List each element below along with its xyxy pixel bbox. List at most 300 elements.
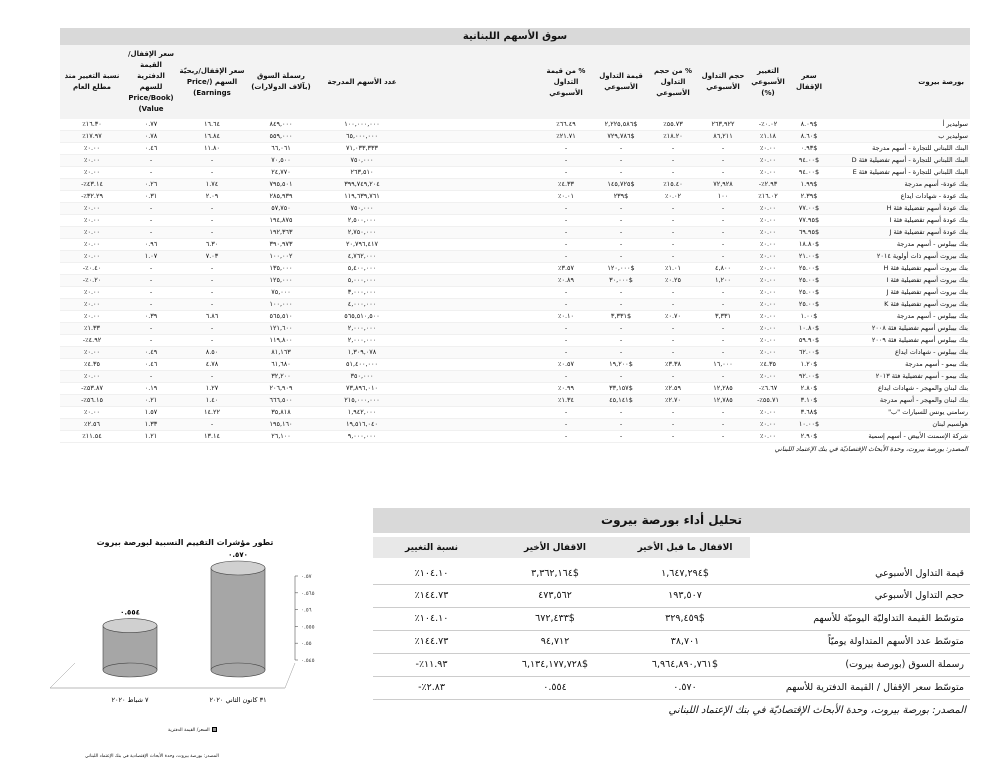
spacer-cell (408, 419, 538, 431)
stock-row (60, 395, 970, 407)
cell-volume-share: ٠.٢٥٪ (648, 275, 698, 287)
cell-weekly-volume: - (698, 335, 748, 347)
cell-value-share: ١.٣٤٪ (538, 395, 594, 407)
stock-row (60, 419, 970, 431)
cell-pbv: ٠.١٩ (124, 383, 178, 395)
cell-close-price: $٢٥.٠٠ (788, 275, 830, 287)
spacer-cell (408, 395, 538, 407)
cell-weekly-volume: ١٦,٠٠٠ (698, 359, 748, 371)
cell-market-cap: ٢٠٦,٩٠٩ (246, 383, 316, 395)
cell-volume-share: - (648, 335, 698, 347)
spacer-cell (408, 143, 538, 155)
cell-volume-share: - (648, 299, 698, 311)
cell-weekly-value: - (594, 347, 648, 359)
bar-value-label: ٠.٥٥٤ (120, 608, 140, 617)
analysis-cell-metric: رسملة السوق (بورصة بيروت) (750, 653, 970, 676)
cell-value-share: - (538, 431, 594, 443)
analysis-cell-previous-close: $١,٦٤٧,٢٩٤ (620, 561, 750, 584)
analysis-cell-change: ١٤٤.٧٣٪ (373, 630, 490, 653)
cell-listed-shares: ٤,٠٠٠,٠٠٠ (316, 299, 408, 311)
spacer-cell (408, 239, 538, 251)
cell-weekly-value: - (594, 287, 648, 299)
cell-pbv: ٠.٤٩ (124, 347, 178, 359)
cell-volume-share: - (648, 155, 698, 167)
cell-weekly-value: $٤٥,١٤١ (594, 395, 648, 407)
bar-base-mask (104, 669, 157, 671)
cell-close-price: $٨.٦٠ (788, 131, 830, 143)
cell-ytd-change: ١١.٥٤٪ (60, 431, 124, 443)
header-company: بورصة بيروت (830, 45, 970, 119)
bar (211, 568, 265, 670)
cell-weekly-value: $٣,٣٣١ (594, 311, 648, 323)
analysis-row (373, 630, 970, 653)
cell-weekly-volume: - (698, 227, 748, 239)
cell-pbv: ١.٣٣ (124, 419, 178, 431)
spacer-cell (408, 287, 538, 299)
cell-weekly-volume: - (698, 155, 748, 167)
valuation-chart (30, 528, 340, 768)
cell-weekly-value: $١٤٥,٧٢٥ (594, 179, 648, 191)
cell-ytd-change: ٠.٠٠٪ (60, 299, 124, 311)
cell-listed-shares: ٥٦٥,٥١٠,٥٠٠ (316, 311, 408, 323)
cell-weekly-volume: - (698, 347, 748, 359)
y-tick-label: ٠.٥٧ (301, 574, 312, 580)
cell-company: بنك لبنان والمهجر - أسهم مدرجة (830, 395, 970, 407)
spacer-cell (408, 179, 538, 191)
header-market-cap: رسملة السوق (بآلاف الدولارات) (246, 45, 316, 119)
stock-market-title: سوق الأسهم اللبنانية (60, 28, 970, 45)
floor-edge-left (50, 663, 75, 688)
cell-value-share: - (538, 323, 594, 335)
cell-close-price: $٠.٩٣ (788, 143, 830, 155)
cell-weekly-change: ١.١٨٪ (748, 131, 788, 143)
cell-value-share: - (538, 203, 594, 215)
x-category-label: ٧ شباط ٢٠٢٠ (111, 696, 149, 704)
cell-market-cap: ١١٩,٨٠٠ (246, 335, 316, 347)
cell-weekly-change: ٠.٠٠٪ (748, 311, 788, 323)
cell-listed-shares: ٤,٧٦٢,٠٠٠ (316, 251, 408, 263)
cell-company: البنك اللبناني للتجارة - أسهم تفضيلية فئة E (830, 167, 970, 179)
analysis-cell-metric: حجم التداول الأسبوعي (750, 584, 970, 607)
cell-pe: ٨.٥٠ (178, 347, 246, 359)
cell-weekly-volume: ١,٢٠٠ (698, 275, 748, 287)
cell-market-cap: ٦٦٦,٥٠٠ (246, 395, 316, 407)
cell-pe: ١٣.١٤ (178, 431, 246, 443)
cell-weekly-value: - (594, 239, 648, 251)
cell-weekly-change: ١٦.٠٢٪ (748, 191, 788, 203)
stock-source-note: المصدر: بورصة بيروت، وحدة الأبحاث الإقتصاديّة في بنك الإعتماد اللبناني (774, 445, 968, 453)
cell-pbv: - (124, 299, 178, 311)
stock-row (60, 275, 970, 287)
stock-row (60, 383, 970, 395)
cell-pe: ١.٢٧ (178, 383, 246, 395)
cell-ytd-change: ٥٣.٨٧٪- (60, 383, 124, 395)
cell-pbv: ١.٠٧ (124, 251, 178, 263)
cell-pbv: - (124, 335, 178, 347)
cell-weekly-change: ٠.٠٠٪ (748, 167, 788, 179)
stock-row (60, 359, 970, 371)
chart-legend (168, 727, 217, 733)
spacer-cell (408, 203, 538, 215)
cell-pe: - (178, 335, 246, 347)
cell-volume-share: - (648, 215, 698, 227)
stock-row (60, 239, 970, 251)
cell-pbv: ٠.٧٨ (124, 131, 178, 143)
header-close-price: سعر الإقفال (788, 45, 830, 119)
y-tick-label: ٠.٥٦٥ (301, 590, 315, 597)
cell-value-share: - (538, 167, 594, 179)
cell-pe: - (178, 155, 246, 167)
cell-weekly-value: $٣٠,٠٠٠ (594, 275, 648, 287)
y-tick-label: ٠.٥٦ (301, 607, 312, 614)
cell-weekly-volume: ١٠٠ (698, 191, 748, 203)
analysis-header-row (373, 537, 970, 561)
cell-market-cap: ٥٥٩,٠٠٠ (246, 131, 316, 143)
analysis-row (373, 653, 970, 676)
analysis-table-body (373, 561, 970, 699)
bar-base-mask (212, 669, 265, 671)
cell-weekly-volume: - (698, 407, 748, 419)
cell-pe: ١١.٨٠ (178, 143, 246, 155)
header-spacer (408, 45, 538, 119)
cell-close-price: $٩٤.٠٠ (788, 155, 830, 167)
spacer-cell (408, 227, 538, 239)
stock-row (60, 407, 970, 419)
cell-pe: ١.٧٤ (178, 179, 246, 191)
cell-weekly-change: ٥٥.٧١٪- (748, 395, 788, 407)
cell-close-price: $٢.٩٠ (788, 431, 830, 443)
cell-weekly-volume: ٢٦٣,٩٢٢ (698, 119, 748, 131)
cell-listed-shares: ٩,٠٠٠,٠٠٠ (316, 431, 408, 443)
cell-close-price: $٩٢.٠٠ (788, 371, 830, 383)
cell-listed-shares: ٧١,٠٣٣,٣٣٣ (316, 143, 408, 155)
bar-top (103, 619, 157, 633)
cell-weekly-change: ٠.٠٠٪ (748, 215, 788, 227)
cell-volume-share: - (648, 419, 698, 431)
analysis-header-blank (750, 537, 970, 561)
analysis-cell-previous-close: ١٩٣,٥٠٧ (620, 584, 750, 607)
spacer-cell (408, 275, 538, 287)
cell-listed-shares: ١١٩,٦٣٩,٧٦١ (316, 191, 408, 203)
cell-listed-shares: ٢,٥٠٠,٠٠٠ (316, 215, 408, 227)
cell-company: بنك بيروت أسهم ذات أولوية ٢٠١٤ (830, 251, 970, 263)
cell-listed-shares: ٥١,٤٠٠,٠٠٠ (316, 359, 408, 371)
cell-weekly-value: - (594, 143, 648, 155)
cell-market-cap: ١٢٥,٠٠٠ (246, 275, 316, 287)
stock-row (60, 191, 970, 203)
analysis-cell-metric: متوسّط القيمة التداوليّة اليوميّة للأسهم (750, 607, 970, 630)
cell-pe: ٤.٧٨ (178, 359, 246, 371)
cell-weekly-change: ٠.٠٠٪ (748, 239, 788, 251)
cell-company: بنك عودة- أسهم مدرجة (830, 179, 970, 191)
cell-weekly-change: ٠.٠٠٪ (748, 419, 788, 431)
header-value-share: % من قيمة التداول الأسبوعي (538, 45, 594, 119)
cell-ytd-change: ٠.٠٠٪ (60, 239, 124, 251)
stock-row (60, 323, 970, 335)
stock-row (60, 179, 970, 191)
spacer-cell (408, 167, 538, 179)
cell-company: سوليدير أ (830, 119, 970, 131)
cell-volume-share: ٠.٠٢٪ (648, 191, 698, 203)
cell-ytd-change: ٠.٠٠٪ (60, 311, 124, 323)
cell-pbv: ٠.٤٦ (124, 359, 178, 371)
spacer-cell (408, 191, 538, 203)
cell-listed-shares: ٢٦٣,٥١٠ (316, 167, 408, 179)
cell-ytd-change: ٠.٠٠٪ (60, 407, 124, 419)
cell-company: بنك عودة أسهم تفضيلية فئة J (830, 227, 970, 239)
cell-company: شركة الإسمنت الأبيض - أسهم إسمية (830, 431, 970, 443)
cell-listed-shares: ٣٥٠,٠٠٠ (316, 371, 408, 383)
cell-weekly-volume: ٤,٨٠٠ (698, 263, 748, 275)
cell-close-price: $٣.١٠ (788, 395, 830, 407)
analysis-cell-last-close: $٣,٣٦٢,١٦٤ (490, 561, 620, 584)
analysis-header-last-close: الاقفال الأخير (490, 537, 620, 561)
cell-weekly-change: ٠.٠٠٪ (748, 371, 788, 383)
cell-close-price: $٧٧.٠٠ (788, 203, 830, 215)
analysis-cell-last-close: ٤٧٣,٥٦٢ (490, 584, 620, 607)
cell-volume-share: - (648, 203, 698, 215)
cell-weekly-value: $٧٢٩,٧٨٦ (594, 131, 648, 143)
spacer-cell (408, 311, 538, 323)
analysis-cell-change: ١٠٤.١٠٪ (373, 607, 490, 630)
cell-pe: ٧.٠٣ (178, 251, 246, 263)
chart-canvas (30, 528, 340, 758)
cell-close-price: $٦٩.٩٥ (788, 227, 830, 239)
analysis-cell-previous-close: ٠.٥٧٠ (620, 676, 750, 699)
cell-ytd-change: ٠.٠٠٪ (60, 371, 124, 383)
cell-close-price: $١.٠٠ (788, 311, 830, 323)
cell-pbv: - (124, 215, 178, 227)
spacer-cell (408, 347, 538, 359)
cell-close-price: $٢١.٠٠ (788, 251, 830, 263)
analysis-header-change: نسبة التغيير (373, 537, 490, 561)
cell-company: بنك بيمو - أسهم مدرجة (830, 359, 970, 371)
cell-pbv: - (124, 287, 178, 299)
cell-value-share: ٤.٣٣٪ (538, 179, 594, 191)
cell-pe: - (178, 419, 246, 431)
spacer-cell (408, 215, 538, 227)
cell-pe: - (178, 263, 246, 275)
cell-weekly-volume: - (698, 431, 748, 443)
cell-volume-share: - (648, 287, 698, 299)
cell-listed-shares: ١٠٠,٠٠٠,٠٠٠ (316, 119, 408, 131)
cell-close-price: $٩٤.٠٠ (788, 167, 830, 179)
cell-weekly-value: - (594, 203, 648, 215)
stock-row (60, 131, 970, 143)
header-weekly-change: التغيير الأسبوعي (%) (748, 45, 788, 119)
stock-row (60, 347, 970, 359)
cell-weekly-volume: ١٢,٢٨٥ (698, 383, 748, 395)
analysis-table (373, 537, 970, 700)
cell-weekly-value: - (594, 335, 648, 347)
cell-market-cap: ٢٦,١٠٠ (246, 431, 316, 443)
cell-company: البنك اللبناني للتجارة - أسهم تفضيلية فئة D (830, 155, 970, 167)
cell-company: بنك بيروت أسهم تفضيلية فئة J (830, 287, 970, 299)
cell-weekly-value: $٢,٢٢٥,٥٨٦ (594, 119, 648, 131)
cell-ytd-change: ٥٦.١٥٪- (60, 395, 124, 407)
cell-weekly-change: ٤.٣٥٪ (748, 359, 788, 371)
cell-market-cap: ٥٧,٧٥٠ (246, 203, 316, 215)
cell-company: بنك بيروت أسهم تفضيلية فئة K (830, 299, 970, 311)
stock-row (60, 167, 970, 179)
cell-weekly-volume: - (698, 203, 748, 215)
cell-weekly-value: - (594, 419, 648, 431)
cell-weekly-value: - (594, 155, 648, 167)
cell-ytd-change: ٠.٤٠٪- (60, 263, 124, 275)
stock-table-header-row (60, 45, 970, 119)
cell-company: بنك عودة أسهم تفضيلية فئة H (830, 203, 970, 215)
cell-value-share: ٠.٥٧٪ (538, 359, 594, 371)
cell-market-cap: ٣٩٠,٩٧٣ (246, 239, 316, 251)
cell-market-cap: ١٢١,٦٠٠ (246, 323, 316, 335)
cell-listed-shares: ٧٥٠,٠٠٠ (316, 155, 408, 167)
cell-ytd-change: ٠.٠٠٪ (60, 347, 124, 359)
spacer-cell (408, 251, 538, 263)
cell-weekly-volume: - (698, 287, 748, 299)
cell-market-cap: ٨١,١٦٣ (246, 347, 316, 359)
y-tick-label: ٠.٥٥٥ (301, 624, 315, 631)
cell-value-share: ٠.٠١٪ (538, 191, 594, 203)
cell-value-share: - (538, 371, 594, 383)
cell-weekly-value: - (594, 227, 648, 239)
cell-close-price: $٢٥.٠٠ (788, 287, 830, 299)
cell-weekly-change: ٠.٠٠٪ (748, 263, 788, 275)
cell-pe: ١٤.٢٢ (178, 407, 246, 419)
legend-swatch (212, 727, 217, 732)
cell-pbv: - (124, 227, 178, 239)
analysis-cell-change: ١٠٤.١٠٪ (373, 561, 490, 584)
analysis-header-previous-close: الاقفال ما قبل الأخير (620, 537, 750, 561)
cell-close-price: $١.٩٩ (788, 179, 830, 191)
analysis-cell-metric: قيمة التداول الأسبوعي (750, 561, 970, 584)
analysis-cell-change: ١١.٩٣٪- (373, 653, 490, 676)
cell-market-cap: ١٩٤,٨٧٥ (246, 215, 316, 227)
stock-row (60, 287, 970, 299)
analysis-row (373, 676, 970, 699)
cell-value-share: - (538, 299, 594, 311)
cell-value-share: - (538, 227, 594, 239)
cell-value-share: ٠.٨٩٪ (538, 275, 594, 287)
cell-weekly-volume: ٣,٣٣١ (698, 311, 748, 323)
cell-weekly-value: - (594, 215, 648, 227)
analysis-row (373, 584, 970, 607)
cell-market-cap: ١٩٥,١٦٠ (246, 419, 316, 431)
analysis-cell-change: ١٤٤.٧٣٪ (373, 584, 490, 607)
cell-value-share: - (538, 251, 594, 263)
cell-pbv: - (124, 275, 178, 287)
cell-weekly-change: ٠.٠٠٪ (748, 287, 788, 299)
cell-listed-shares: ٢١٥,٠٠٠,٠٠٠ (316, 395, 408, 407)
cell-market-cap: ٧٥,٠٠٠ (246, 287, 316, 299)
cell-weekly-change: ٠.٠٠٪ (748, 203, 788, 215)
cell-weekly-value: - (594, 407, 648, 419)
spacer-cell (408, 431, 538, 443)
cell-value-share: - (538, 407, 594, 419)
cell-market-cap: ١٠٠,٠٠٢ (246, 251, 316, 263)
cell-weekly-change: ٢.٩٣٪- (748, 179, 788, 191)
cell-weekly-volume: - (698, 299, 748, 311)
cell-close-price: $٢٥.٠٠ (788, 263, 830, 275)
cell-close-price: $٧٧.٩٥ (788, 215, 830, 227)
cell-close-price: $١٠.٠٠ (788, 419, 830, 431)
cell-pbv: - (124, 323, 178, 335)
cell-ytd-change: ١٧.٩٧٪ (60, 131, 124, 143)
analysis-cell-last-close: $٦,١٣٤,١٧٧,٧٢٨ (490, 653, 620, 676)
cell-volume-share: ٢.٧٠٪ (648, 395, 698, 407)
spacer-cell (408, 155, 538, 167)
cell-volume-share: - (648, 407, 698, 419)
cell-weekly-change: ٠.٠٠٪ (748, 323, 788, 335)
cell-close-price: $٨.٠٩ (788, 119, 830, 131)
cell-company: بنك لبنان والمهجر - شهادات ايداع (830, 383, 970, 395)
cell-ytd-change: ٠.٠٠٪ (60, 287, 124, 299)
header-listed-shares: عدد الأسهم المدرجة (316, 45, 408, 119)
cell-weekly-change: ٠.٠٠٪ (748, 347, 788, 359)
cell-company: بنك عودة أسهم تفضيلية فئة I (830, 215, 970, 227)
cell-close-price: $٢.٣٩ (788, 191, 830, 203)
cell-market-cap: ٧٠,٥٠٠ (246, 155, 316, 167)
cell-weekly-value: $٣٣,١٥٧ (594, 383, 648, 395)
spacer-cell (408, 359, 538, 371)
cell-weekly-change: ٠.٠٠٪ (748, 335, 788, 347)
chart-source-note: المصدر: بورصة بيروت، وحدة الأبحاث الإقتصادية في بنك الإعتماد اللبناني (85, 754, 219, 759)
cell-pbv: - (124, 203, 178, 215)
cell-listed-shares: ٣,٠٠٠,٠٠٠ (316, 287, 408, 299)
cell-pe: - (178, 323, 246, 335)
chart-title: تطور مؤشرات التقييم النسبية لبورصة بيروت (96, 538, 274, 547)
cell-close-price: $٥٩.٩٠ (788, 335, 830, 347)
cell-weekly-volume: - (698, 419, 748, 431)
analysis-cell-metric: متوسّط عدد الأسهم المتداولة يوميّاً (750, 630, 970, 653)
cell-listed-shares: ٦٥,٠٠٠,٠٠٠ (316, 131, 408, 143)
cell-listed-shares: ١,٣٠٩,٠٧٨ (316, 347, 408, 359)
cell-weekly-volume: - (698, 251, 748, 263)
cell-volume-share: - (648, 371, 698, 383)
stock-market-section (60, 28, 970, 453)
cell-value-share: - (538, 335, 594, 347)
cell-close-price: $١٨.٨٠ (788, 239, 830, 251)
stock-row (60, 143, 970, 155)
cell-pe: ١٦.٨٤ (178, 131, 246, 143)
cell-market-cap: ٢٨٥,٩٣٩ (246, 191, 316, 203)
header-volume-share: % من حجم التداول الأسبوعي (648, 45, 698, 119)
analysis-cell-change: ٢.٨٣٪- (373, 676, 490, 699)
cell-pe: ١٦.٦٤ (178, 119, 246, 131)
cell-weekly-change: ٠.٠٠٪ (748, 143, 788, 155)
bar-top (211, 561, 265, 575)
cell-pe: - (178, 215, 246, 227)
cell-value-share: - (538, 215, 594, 227)
cell-ytd-change: ٠.٠٠٪ (60, 203, 124, 215)
spacer-cell (408, 119, 538, 131)
cell-weekly-volume: - (698, 167, 748, 179)
cell-weekly-volume: ٨٦,٢١١ (698, 131, 748, 143)
cell-volume-share: - (648, 251, 698, 263)
cell-close-price: $١٠.٨٠ (788, 323, 830, 335)
cell-listed-shares: ٥,٠٠٠,٠٠٠ (316, 275, 408, 287)
cell-company: هولسيم لبنان (830, 419, 970, 431)
cell-listed-shares: ٧٣,٨٩٦,٠١٠ (316, 383, 408, 395)
cell-weekly-volume: ٧٢,٩٢٨ (698, 179, 748, 191)
bar-value-label: ٠.٥٧٠ (228, 551, 248, 559)
cell-company: بنك بيبلوس - أسهم مدرجة (830, 239, 970, 251)
spacer-cell (408, 131, 538, 143)
cell-company: سوليدير ب (830, 131, 970, 143)
header-weekly-volume: حجم التداول الأسبوعي (698, 45, 748, 119)
cell-pbv: ٠.٧٧ (124, 119, 178, 131)
cell-value-share: ٣.٥٧٪ (538, 263, 594, 275)
cell-ytd-change: ٠.٠٠٪ (60, 227, 124, 239)
